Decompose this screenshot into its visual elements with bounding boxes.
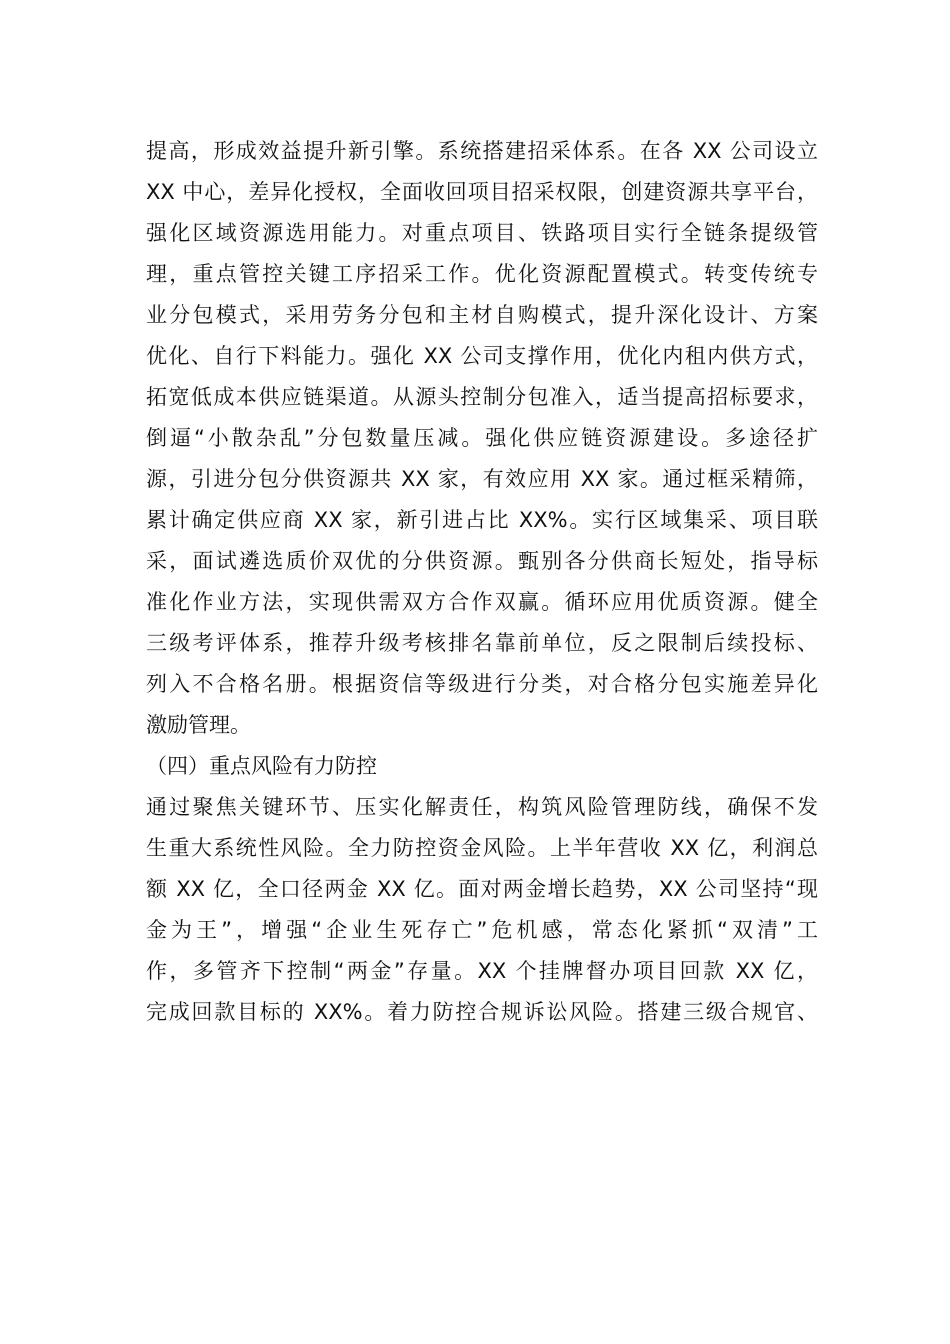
paragraph-risk-control xyxy=(146,787,818,1033)
text-line: 业分包模式，采用劳务分包和主材自购模式，提升深化设计、方案 xyxy=(146,303,818,327)
text-line: 金为王”，增强“企业生死存亡”危机感，常态化紧抓“双清”工 xyxy=(146,918,818,942)
text-line: 提高，形成效益提升新引擎。系统搭建招采体系。在各 XX 公司设立 xyxy=(146,139,818,163)
text-line: 作，多管齐下控制“两金”存量。XX 个挂牌督办项目回款 XX 亿， xyxy=(146,959,818,983)
paragraph-supply-chain xyxy=(146,131,818,746)
text-line: 通过聚焦关键环节、压实化解责任，构筑风险管理防线，确保不发 xyxy=(146,795,818,819)
text-line: 累计确定供应商 XX 家，新引进占比 XX%。实行区域集采、项目联 xyxy=(146,508,818,532)
text-line: 采，面试遴选质价双优的分供资源。甄别各分供商长短处，指导标 xyxy=(146,549,818,573)
text-line: 三级考评体系，推荐升级考核排名靠前单位，反之限制后续投标、 xyxy=(146,631,818,655)
document-page xyxy=(146,131,818,1033)
text-line: 列入不合格名册。根据资信等级进行分类，对合格分包实施差异化 xyxy=(146,672,818,696)
text-line: 激励管理。 xyxy=(146,713,251,737)
text-line: 拓宽低成本供应链渠道。从源头控制分包准入，适当提高招标要求， xyxy=(146,385,818,409)
section-heading: （四）重点风险有力防控 xyxy=(146,754,377,778)
text-line: 倒逼“小散杂乱”分包数量压减。强化供应链资源建设。多途径扩 xyxy=(146,426,818,450)
text-line: 源，引进分包分供资源共 XX 家，有效应用 XX 家。通过框采精筛， xyxy=(146,467,818,491)
text-line: 生重大系统性风险。全力防控资金风险。上半年营收 XX 亿，利润总 xyxy=(146,836,818,860)
text-line: 优化、自行下料能力。强化 XX 公司支撑作用，优化内租内供方式， xyxy=(146,344,818,368)
text-line: 完成回款目标的 XX%。着力防控合规诉讼风险。搭建三级合规官、 xyxy=(146,1000,818,1024)
text-line: XX 中心，差异化授权，全面收回项目招采权限，创建资源共享平台， xyxy=(146,180,818,204)
text-line: 理，重点管控关键工序招采工作。优化资源配置模式。转变传统专 xyxy=(146,262,818,286)
text-line: 准化作业方法，实现供需双方合作双赢。循环应用优质资源。健全 xyxy=(146,590,818,614)
text-line: 强化区域资源选用能力。对重点项目、铁路项目实行全链条提级管 xyxy=(146,221,818,245)
text-line: 额 XX 亿，全口径两金 XX 亿。面对两金增长趋势，XX 公司坚持“现 xyxy=(146,877,818,901)
